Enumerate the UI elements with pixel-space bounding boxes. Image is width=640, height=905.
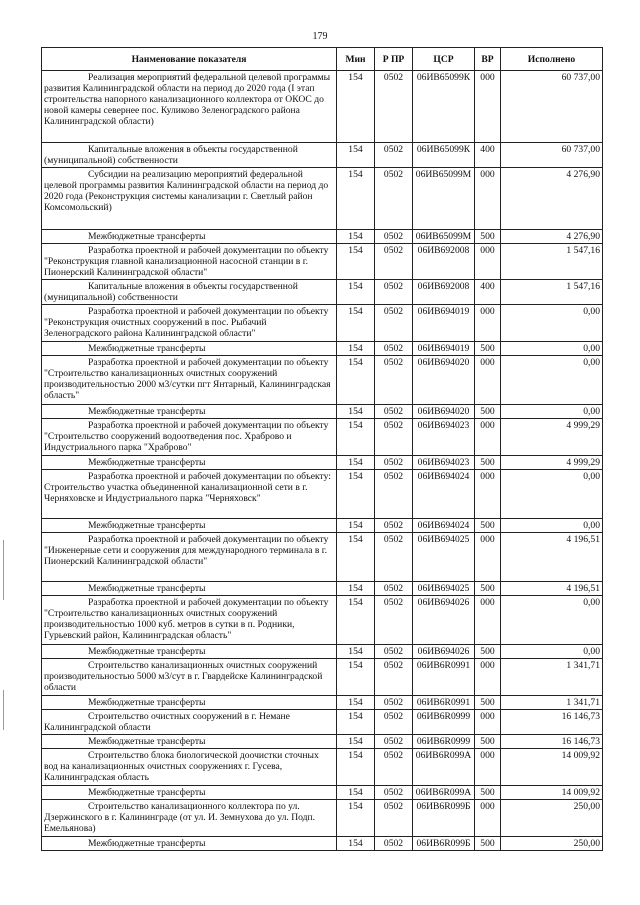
row-csr-cell: 06ИВ694023 — [413, 419, 475, 456]
row-name-cell — [42, 168, 337, 230]
row-min-cell: 154 — [337, 342, 375, 356]
row-vr-cell: 500 — [475, 645, 501, 659]
row-csr-cell: 06ИВ694020 — [413, 405, 475, 419]
table-row — [42, 342, 603, 356]
scan-edge-mark — [3, 690, 4, 730]
row-name-text: Межбюджетные трансферты — [88, 646, 206, 657]
row-name-cell — [42, 342, 337, 356]
row-amount-cell: 4 196,51 — [501, 582, 603, 596]
row-name-cell — [42, 533, 337, 582]
row-name-text: Строительство канализационных очистных сооружений производительностью 5000 м3/сут в г. Гвардейске Калининградской области — [44, 660, 323, 693]
table-row — [42, 356, 603, 405]
table-row — [42, 786, 603, 800]
row-min-cell: 154 — [337, 356, 375, 405]
row-min-cell: 154 — [337, 419, 375, 456]
row-vr-cell: 500 — [475, 582, 501, 596]
row-min-cell: 154 — [337, 168, 375, 230]
row-amount-cell: 0,00 — [501, 596, 603, 645]
row-vr-cell: 400 — [475, 143, 501, 168]
row-vr-cell: 000 — [475, 71, 501, 143]
row-min-cell: 154 — [337, 710, 375, 735]
row-name-cell — [42, 837, 337, 851]
row-name-cell — [42, 280, 337, 305]
row-name-cell — [42, 244, 337, 280]
row-rpr-cell: 0502 — [375, 519, 413, 533]
row-amount-cell: 4 196,51 — [501, 533, 603, 582]
header-csr: ЦСР — [413, 48, 475, 71]
row-min-cell: 154 — [337, 244, 375, 280]
scan-edge-mark — [3, 540, 4, 600]
row-vr-cell: 000 — [475, 596, 501, 645]
row-name-text: Разработка проектной и рабочей документации по объекту "Строительство канализационных очистных сооружений производительностью 2000 м3/сутки пгт Янтарный, Калининградская область" — [44, 357, 331, 401]
table-row — [42, 749, 603, 786]
row-rpr-cell: 0502 — [375, 230, 413, 244]
row-amount-cell: 1 341,71 — [501, 696, 603, 710]
row-amount-cell: 4 276,90 — [501, 168, 603, 230]
row-min-cell: 154 — [337, 837, 375, 851]
row-rpr-cell: 0502 — [375, 342, 413, 356]
row-vr-cell: 000 — [475, 305, 501, 342]
row-amount-cell: 0,00 — [501, 356, 603, 405]
row-csr-cell: 06ИВ694023 — [413, 456, 475, 470]
row-vr-cell: 500 — [475, 342, 501, 356]
table-row — [42, 837, 603, 851]
row-name-text: Разработка проектной и рабочей документации по объекту "Строительство канализационных очистных сооружений производительностью 1000 куб. метров в сутки в п. Родники, Гурьевский район, Калининградская область" — [44, 597, 329, 641]
row-csr-cell: 06ИВ694019 — [413, 305, 475, 342]
row-vr-cell: 500 — [475, 519, 501, 533]
row-csr-cell: 06ИВ692008 — [413, 280, 475, 305]
table-row — [42, 168, 603, 230]
row-min-cell: 154 — [337, 519, 375, 533]
row-csr-cell: 06ИВ6R099А — [413, 786, 475, 800]
row-min-cell: 154 — [337, 230, 375, 244]
row-name-text: Реализация мероприятий федеральной целевой программы развития Калининградской области на период до 2020 года (I этап строительства напорного канализационного коллектора от ОКОС до новой камеры севернее пос. Куликово Зеленоградского района Калининградской области) — [44, 72, 331, 127]
row-name-text: Межбюджетные трансферты — [88, 787, 206, 798]
row-amount-cell: 0,00 — [501, 405, 603, 419]
table-row — [42, 71, 603, 143]
row-csr-cell: 06ИВ65099М — [413, 230, 475, 244]
row-name-text: Строительство блока биологической доочистки сточных вод на канализационных очистных сооружениях г. Гусева, Калининградская область — [44, 750, 319, 783]
row-rpr-cell: 0502 — [375, 645, 413, 659]
row-vr-cell: 500 — [475, 405, 501, 419]
row-amount-cell: 0,00 — [501, 519, 603, 533]
row-name-text: Разработка проектной и рабочей документации по объекту "Реконструкция главной канализационной насосной станции в г. Пионерский Калининградской области" — [44, 245, 329, 278]
row-vr-cell: 000 — [475, 356, 501, 405]
row-name-cell — [42, 749, 337, 786]
row-amount-cell: 14 009,92 — [501, 786, 603, 800]
table-row — [42, 596, 603, 645]
row-rpr-cell: 0502 — [375, 659, 413, 696]
row-amount-cell: 4 276,90 — [501, 230, 603, 244]
row-rpr-cell: 0502 — [375, 456, 413, 470]
row-amount-cell: 0,00 — [501, 305, 603, 342]
row-name-text: Разработка проектной и рабочей документации по объекту: Строительство участка объединенной канализационной сети в г. Черняховске и Индустриального парка "Черняховск" — [44, 471, 331, 504]
row-vr-cell: 500 — [475, 837, 501, 851]
table-row — [42, 710, 603, 735]
row-name-text: Межбюджетные трансферты — [88, 520, 206, 531]
row-csr-cell: 06ИВ6R0999 — [413, 710, 475, 735]
row-min-cell: 154 — [337, 696, 375, 710]
row-csr-cell: 06ИВ6R0991 — [413, 696, 475, 710]
row-vr-cell: 500 — [475, 786, 501, 800]
row-csr-cell: 06ИВ694024 — [413, 470, 475, 519]
row-csr-cell: 06ИВ694024 — [413, 519, 475, 533]
row-rpr-cell: 0502 — [375, 244, 413, 280]
row-name-cell — [42, 800, 337, 837]
row-name-text: Межбюджетные трансферты — [88, 736, 206, 747]
row-vr-cell: 400 — [475, 280, 501, 305]
row-rpr-cell: 0502 — [375, 470, 413, 519]
row-name-text: Межбюджетные трансферты — [88, 343, 206, 354]
row-name-text: Межбюджетные трансферты — [88, 583, 206, 594]
table-row — [42, 419, 603, 456]
row-rpr-cell: 0502 — [375, 419, 413, 456]
row-vr-cell: 500 — [475, 696, 501, 710]
budget-execution-table — [41, 47, 603, 851]
row-name-text: Строительство очистных сооружений в г. Немане Калининградской области — [44, 711, 290, 733]
row-name-text: Строительство канализационного коллектора по ул. Дзержинского в г. Калининграде (от ул. И. Земнухова до ул. Подп. Емельянова) — [44, 801, 316, 834]
row-min-cell: 154 — [337, 645, 375, 659]
row-name-cell — [42, 470, 337, 519]
row-amount-cell: 4 999,29 — [501, 456, 603, 470]
row-rpr-cell: 0502 — [375, 696, 413, 710]
row-amount-cell: 60 737,00 — [501, 143, 603, 168]
row-csr-cell: 06ИВ6R099Б — [413, 837, 475, 851]
table-row — [42, 305, 603, 342]
row-name-cell — [42, 582, 337, 596]
table-row — [42, 456, 603, 470]
row-csr-cell: 06ИВ65099К — [413, 71, 475, 143]
table-row — [42, 800, 603, 837]
row-rpr-cell: 0502 — [375, 280, 413, 305]
row-name-cell — [42, 419, 337, 456]
row-min-cell: 154 — [337, 596, 375, 645]
row-vr-cell: 000 — [475, 710, 501, 735]
row-amount-cell: 1 547,16 — [501, 280, 603, 305]
row-csr-cell: 06ИВ694026 — [413, 596, 475, 645]
row-csr-cell: 06ИВ694025 — [413, 582, 475, 596]
row-csr-cell: 06ИВ6R0991 — [413, 659, 475, 696]
row-rpr-cell: 0502 — [375, 533, 413, 582]
row-vr-cell: 500 — [475, 456, 501, 470]
header-min: Мин — [337, 48, 375, 71]
row-name-cell — [42, 143, 337, 168]
row-rpr-cell: 0502 — [375, 305, 413, 342]
row-min-cell: 154 — [337, 470, 375, 519]
row-name-cell — [42, 456, 337, 470]
row-rpr-cell: 0502 — [375, 582, 413, 596]
row-name-text: Межбюджетные трансферты — [88, 406, 206, 417]
row-vr-cell: 500 — [475, 735, 501, 749]
row-rpr-cell: 0502 — [375, 837, 413, 851]
row-amount-cell: 1 547,16 — [501, 244, 603, 280]
row-name-text: Межбюджетные трансферты — [88, 231, 206, 242]
row-rpr-cell: 0502 — [375, 71, 413, 143]
table-row — [42, 244, 603, 280]
row-name-cell — [42, 696, 337, 710]
table-row — [42, 470, 603, 519]
row-name-cell — [42, 659, 337, 696]
row-name-cell — [42, 305, 337, 342]
table-row — [42, 280, 603, 305]
table-row — [42, 659, 603, 696]
row-min-cell: 154 — [337, 800, 375, 837]
row-min-cell: 154 — [337, 71, 375, 143]
row-csr-cell: 06ИВ6R099Б — [413, 800, 475, 837]
row-name-cell — [42, 230, 337, 244]
header-rpr: Р ПР — [375, 48, 413, 71]
row-rpr-cell: 0502 — [375, 735, 413, 749]
row-name-text: Капитальные вложения в объекты государственной (муниципальной) собственности — [44, 144, 298, 166]
table-row — [42, 533, 603, 582]
row-rpr-cell: 0502 — [375, 168, 413, 230]
row-name-cell — [42, 596, 337, 645]
row-name-cell — [42, 645, 337, 659]
row-min-cell: 154 — [337, 143, 375, 168]
row-min-cell: 154 — [337, 280, 375, 305]
row-vr-cell: 000 — [475, 168, 501, 230]
row-name-text: Субсидии на реализацию мероприятий федеральной целевой программы развития Калининградской области на период до 2020 года (Реконструкция системы канализации г. Светлый район Комсомольский) — [44, 169, 329, 213]
row-vr-cell: 000 — [475, 659, 501, 696]
row-amount-cell: 14 009,92 — [501, 749, 603, 786]
row-csr-cell: 06ИВ65099М — [413, 168, 475, 230]
page-number: 179 — [312, 31, 328, 42]
row-name-cell — [42, 356, 337, 405]
row-csr-cell: 06ИВ694020 — [413, 356, 475, 405]
row-min-cell: 154 — [337, 456, 375, 470]
header-vr: ВР — [475, 48, 501, 71]
row-amount-cell: 0,00 — [501, 470, 603, 519]
table-row — [42, 143, 603, 168]
row-rpr-cell: 0502 — [375, 596, 413, 645]
table-row — [42, 696, 603, 710]
row-csr-cell: 06ИВ694025 — [413, 533, 475, 582]
row-rpr-cell: 0502 — [375, 405, 413, 419]
row-name-cell — [42, 71, 337, 143]
row-min-cell: 154 — [337, 749, 375, 786]
row-amount-cell: 1 341,71 — [501, 659, 603, 696]
row-name-text: Разработка проектной и рабочей документации по объекту "Строительство сооружений водоотведения пос. Храброво и Индустриального парка "Храброво" — [44, 420, 329, 453]
row-amount-cell: 0,00 — [501, 342, 603, 356]
row-min-cell: 154 — [337, 582, 375, 596]
row-amount-cell: 250,00 — [501, 800, 603, 837]
row-amount-cell: 16 146,73 — [501, 735, 603, 749]
row-vr-cell: 000 — [475, 419, 501, 456]
row-csr-cell: 06ИВ6R099А — [413, 749, 475, 786]
row-name-cell — [42, 519, 337, 533]
row-rpr-cell: 0502 — [375, 356, 413, 405]
row-amount-cell: 60 737,00 — [501, 71, 603, 143]
row-name-text: Капитальные вложения в объекты государственной (муниципальной) собственности — [44, 281, 298, 303]
table-row — [42, 230, 603, 244]
row-csr-cell: 06ИВ694019 — [413, 342, 475, 356]
row-amount-cell: 16 146,73 — [501, 710, 603, 735]
row-rpr-cell: 0502 — [375, 749, 413, 786]
row-vr-cell: 000 — [475, 533, 501, 582]
row-name-text: Межбюджетные трансферты — [88, 457, 206, 468]
row-rpr-cell: 0502 — [375, 143, 413, 168]
row-min-cell: 154 — [337, 735, 375, 749]
row-rpr-cell: 0502 — [375, 800, 413, 837]
table-row — [42, 519, 603, 533]
row-min-cell: 154 — [337, 405, 375, 419]
row-name-text: Межбюджетные трансферты — [88, 838, 206, 849]
row-vr-cell: 000 — [475, 800, 501, 837]
row-name-cell — [42, 735, 337, 749]
row-rpr-cell: 0502 — [375, 710, 413, 735]
table-row — [42, 582, 603, 596]
header-name: Наименование показателя — [42, 48, 337, 71]
row-csr-cell: 06ИВ694026 — [413, 645, 475, 659]
row-amount-cell: 4 999,29 — [501, 419, 603, 456]
row-csr-cell: 06ИВ6R0999 — [413, 735, 475, 749]
row-vr-cell: 000 — [475, 470, 501, 519]
row-name-text: Межбюджетные трансферты — [88, 697, 206, 708]
row-vr-cell: 000 — [475, 749, 501, 786]
row-vr-cell: 000 — [475, 244, 501, 280]
row-csr-cell: 06ИВ692008 — [413, 244, 475, 280]
row-min-cell: 154 — [337, 305, 375, 342]
header-executed: Исполнено — [501, 48, 603, 71]
row-name-cell — [42, 405, 337, 419]
row-min-cell: 154 — [337, 659, 375, 696]
row-min-cell: 154 — [337, 533, 375, 582]
row-amount-cell: 250,00 — [501, 837, 603, 851]
row-amount-cell: 0,00 — [501, 645, 603, 659]
row-name-cell — [42, 786, 337, 800]
row-rpr-cell: 0502 — [375, 786, 413, 800]
row-min-cell: 154 — [337, 786, 375, 800]
row-name-cell — [42, 710, 337, 735]
row-csr-cell: 06ИВ65099К — [413, 143, 475, 168]
table-row — [42, 735, 603, 749]
row-vr-cell: 500 — [475, 230, 501, 244]
row-name-text: Разработка проектной и рабочей документации по объекту "Инженерные сети и сооружения для международного терминала в г. Пионерский Калининградской области" — [44, 534, 329, 567]
table-row — [42, 405, 603, 419]
table-header-row — [42, 48, 603, 71]
table-row — [42, 645, 603, 659]
row-name-text: Разработка проектной и рабочей документации по объекту "Реконструкция очистных сооружений в пос. Рыбачий Зеленоградского района Калининградской области" — [44, 306, 329, 339]
